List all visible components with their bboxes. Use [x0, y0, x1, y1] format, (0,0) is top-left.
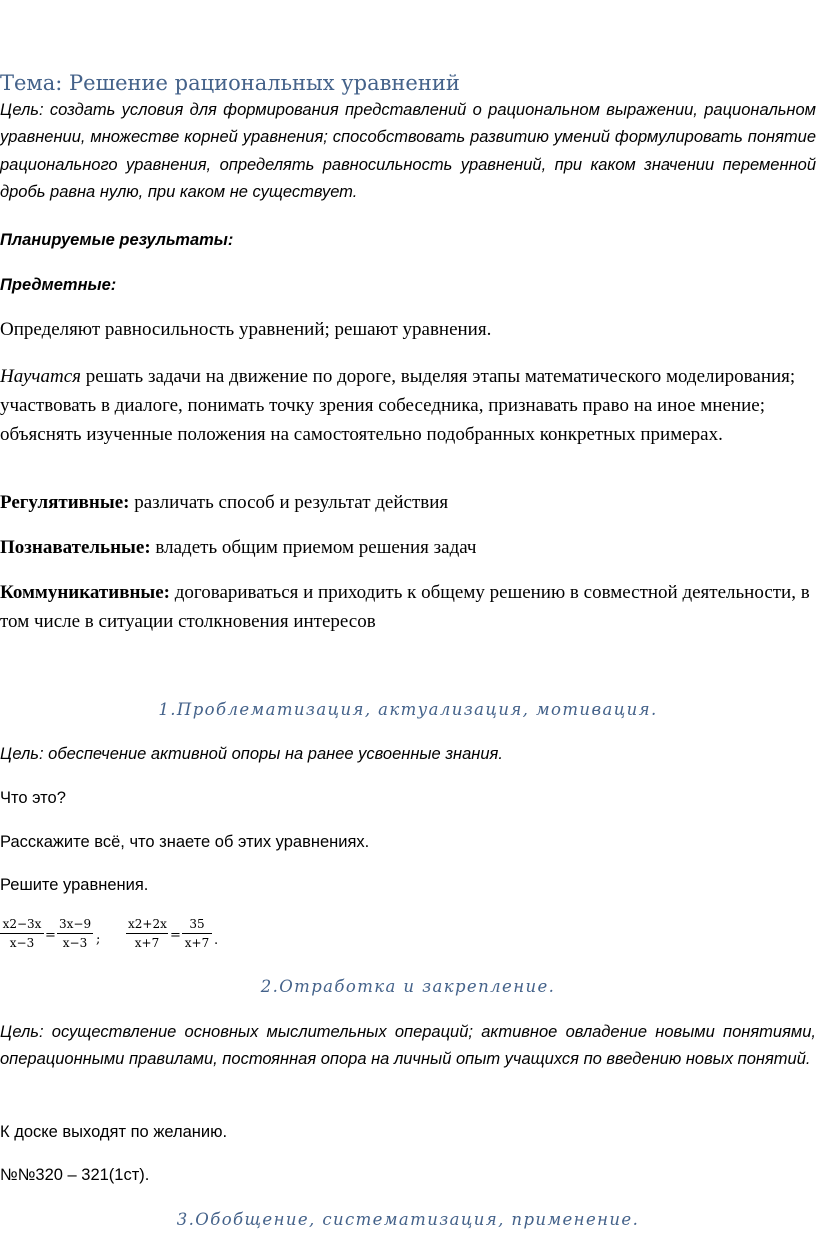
eq2-left-denominator: x+7	[134, 936, 160, 950]
subject-results-heading: Предметные:	[0, 276, 117, 294]
planned-results-heading: Планируемые результаты:	[0, 231, 234, 249]
communicative-label: Коммуникативные:	[0, 582, 170, 603]
question-tell-about: Расскажите всё, что знаете об этих уравнениях.	[0, 833, 370, 851]
board-note: К доске выходят по желанию.	[0, 1123, 228, 1141]
section1-goal-label: Цель:	[0, 745, 44, 763]
lesson-goal: Цель: создать условия для формирования представлений о рациональном выражении, рациональном уравнении, множестве корней уравнения; способствовать развитию умений формулировать понятие рационального уравнения, определять равносильность уравнений, при каком значении переменной дробь равна нулю, при каком не существует.	[0, 101, 816, 201]
section1-goal	[0, 745, 816, 764]
cognitive-paragraph	[0, 533, 816, 562]
eq1-right-denominator: x−3	[62, 936, 88, 950]
eq1-separator: ;	[96, 932, 101, 947]
cognitive-text: владеть общим приемом решения задач	[150, 537, 477, 558]
eq2-equals-sign: =	[170, 928, 181, 943]
communicative-paragraph	[0, 578, 816, 636]
eq2-left-numerator: x2+2x	[126, 917, 168, 934]
eq2-right-fraction	[182, 917, 212, 951]
eq1-right-fraction	[57, 917, 93, 951]
section2-heading: 2.Отработка и закрепление.	[260, 977, 556, 996]
learn-lead: Научатся	[0, 366, 81, 387]
eq1-right-numerator: 3x−9	[57, 917, 93, 934]
eq1-left-denominator: x−3	[9, 936, 35, 950]
regulative-text: различать способ и результат действия	[129, 492, 449, 513]
section3-heading: 3.Обобщение, систематизация, применение.	[176, 1210, 640, 1229]
eq1-left-fraction	[0, 917, 44, 951]
question-what-is-it: Что это?	[0, 789, 66, 807]
eq2-right-numerator: 35	[182, 917, 212, 934]
learn-text: решать задачи на движение по дороге, выделяя этапы математического моделирования; участвовать в диалоге, понимать точку зрения собеседника, признавать право на иное мнение; объяснять изученные положения на самостоятельно подобранных конкретных примерах.	[0, 366, 796, 445]
task-numbers: №№320 – 321(1ст).	[0, 1166, 150, 1184]
cognitive-label: Познавательные:	[0, 537, 151, 558]
regulative-label: Регулятивные:	[0, 492, 130, 513]
eq2-left-fraction	[126, 917, 168, 951]
regulative-paragraph	[0, 488, 816, 517]
eq1-equals-sign: =	[45, 928, 56, 943]
section1-goal-text: обеспечение активной опоры на ранее усвоенные знания.	[43, 745, 503, 763]
learn-paragraph	[0, 362, 816, 449]
question-solve: Решите уравнения.	[0, 876, 149, 894]
communicative-text: договариваться и приходить к общему решению в совместной деятельности, в том числе в ситуации столкновения интересов	[0, 582, 810, 632]
eq1-left-numerator: x2−3x	[0, 917, 44, 934]
section1-heading: 1.Проблематизация, актуализация, мотивация.	[158, 700, 658, 719]
eq2-period: .	[214, 933, 219, 948]
lesson-title: Тема: Решение рациональных уравнений	[0, 71, 460, 95]
eq2-right-denominator: x+7	[184, 936, 210, 950]
section2-goal: Цель: осуществление основных мыслительных операций; активное овладение новыми понятиями, операционными правилами, постоянная опора на личный опыт учащихся по введению новых понятий.	[0, 1023, 816, 1069]
subject-results-text: Определяют равносильность уравнений; решают уравнения.	[0, 319, 492, 340]
